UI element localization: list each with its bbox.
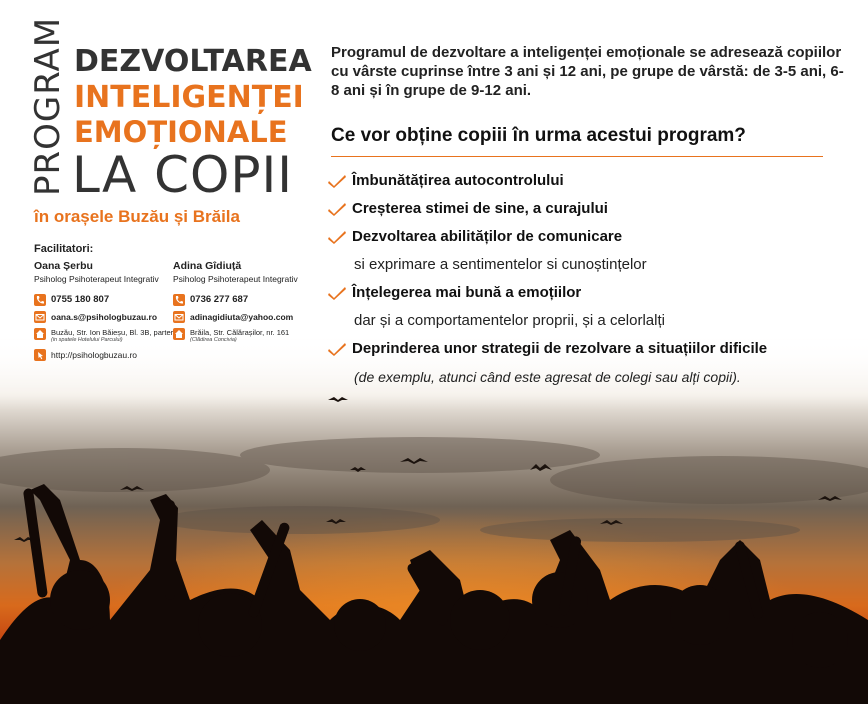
check-icon bbox=[327, 341, 347, 357]
benefit-continuation: si exprimare a sentimentelor si cunoștințelor bbox=[354, 256, 647, 273]
benefit-text: Îmbunătățirea autocontrolului bbox=[352, 172, 564, 189]
address-note: (in spatele Hotelului Parcului) bbox=[51, 337, 123, 343]
title-line-4: LA COPII bbox=[72, 146, 294, 204]
program-vertical-title: PROGRAM bbox=[28, 16, 68, 196]
facilitator-card-1 bbox=[34, 260, 173, 366]
benefit-item-2 bbox=[327, 200, 608, 217]
benefit-item-4 bbox=[327, 284, 581, 301]
home-icon bbox=[173, 328, 185, 340]
website-link[interactable]: http://psihologbuzau.ro bbox=[51, 350, 138, 360]
address-text: Brăila, Str. Călărașilor, nr. 161 bbox=[190, 328, 290, 337]
home-icon bbox=[34, 328, 46, 340]
benefit-item-3 bbox=[327, 228, 622, 245]
benefit-continuation: dar și a comportamentelor proprii, și a celorlalți bbox=[354, 312, 665, 329]
check-icon bbox=[327, 285, 347, 301]
benefits-heading: Ce vor obține copiii în urma acestui program? bbox=[331, 125, 746, 146]
address-text: Buzău, Str. Ion Băieșu, Bl. 3B, parter bbox=[51, 328, 174, 337]
check-icon bbox=[327, 173, 347, 189]
benefit-text: Deprinderea unor strategii de rezolvare a situațiilor dificile bbox=[352, 340, 768, 357]
check-icon bbox=[327, 229, 347, 245]
check-icon bbox=[327, 201, 347, 217]
facilitator-role: Psiholog Psihoterapeut Integrativ bbox=[34, 274, 159, 284]
phone-number: 0755 180 807 bbox=[51, 294, 110, 305]
phone-icon bbox=[173, 294, 185, 306]
facilitator-card-2 bbox=[173, 260, 298, 349]
benefit-item-5 bbox=[327, 340, 767, 357]
title-line-3: EMOȚIONALE bbox=[74, 115, 288, 149]
facilitator-name: Oana Șerbu bbox=[34, 260, 93, 272]
benefit-item-1 bbox=[327, 172, 564, 189]
heading-divider bbox=[331, 156, 823, 157]
benefit-text: Dezvoltarea abilităților de comunicare bbox=[352, 228, 623, 245]
cities-subtitle: în orașele Buzău și Brăila bbox=[34, 207, 240, 226]
title-line-2: INTELIGENȚEI bbox=[74, 80, 304, 115]
benefit-text: Creșterea stimei de sine, a curajului bbox=[352, 200, 608, 217]
facilitators-label: Facilitatori: bbox=[34, 243, 94, 255]
facilitator-role: Psiholog Psihoterapeut Integrativ bbox=[173, 274, 298, 284]
email-link[interactable]: adinagidiuta@yahoo.com bbox=[190, 312, 294, 322]
email-icon bbox=[34, 311, 46, 323]
phone-number: 0736 277 687 bbox=[190, 294, 249, 305]
email-link[interactable]: oana.s@psihologbuzau.ro bbox=[51, 312, 158, 322]
title-line-1: DEZVOLTAREA bbox=[74, 44, 312, 79]
phone-icon bbox=[34, 294, 46, 306]
program-intro-text: Programul de dezvoltare a inteligenței emoționale se adresează copiilor cu vârste cuprinse între 3 ani și 12 ani, pe grupe de vârstă: de 3-5 ani, 6-8 ani și în grupe de 9-12 ani. bbox=[331, 44, 844, 99]
address-note: (Clădirea Concivia) bbox=[190, 337, 237, 343]
facilitator-name: Adina Gîdiuță bbox=[173, 260, 242, 272]
email-icon bbox=[173, 311, 185, 323]
benefit-text: Înțelegerea mai bună a emoțiilor bbox=[352, 284, 582, 301]
benefit-note: (de exemplu, atunci când este agresat de colegi sau alți copii). bbox=[354, 369, 741, 385]
web-icon bbox=[34, 349, 46, 361]
